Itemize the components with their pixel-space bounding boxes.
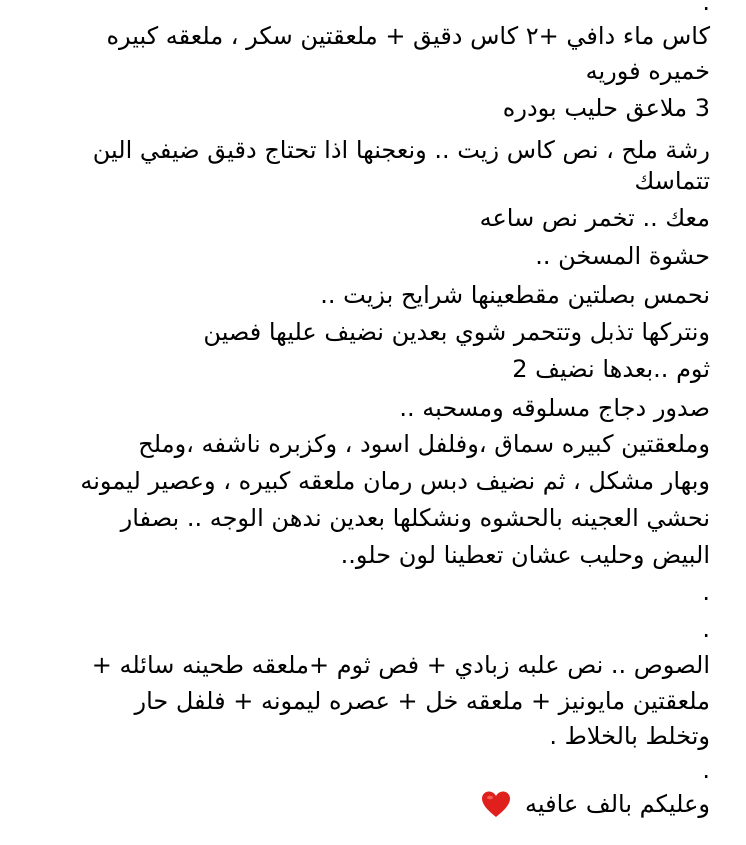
text-line: تتماسك [634,167,710,195]
text-line: . [702,578,710,606]
text-line: معك .. تخمر نص ساعه [479,204,710,232]
text-line: ونتركها تذبل وتتحمر شوي بعدين نضيف عليها فصين [203,318,710,346]
text-line: . [702,0,710,16]
text-line: . [702,756,710,784]
closing-text: وعليكم بالف عافيه [525,790,710,818]
text-line: ملعقتين مايونيز + ملعقه خل + عصره ليمونه + فلفل حار [134,687,710,715]
text-line: وتخلط بالخلاط . [549,722,710,750]
text-line: صدور دجاج مسلوقه ومسحبه .. [399,394,710,422]
text-line: ثوم ..بعدها نضيف 2 [512,355,710,383]
text-line: الصوص .. نص علبه زبادي + فص ثوم +ملعقه طحينه سائله + [91,651,710,679]
text-line: وبهار مشكل ، ثم نضيف دبس رمان ملعقه كبيره ، وعصير ليمونه [80,467,710,495]
heart-icon [481,790,511,820]
text-line: . [702,615,710,643]
closing-line [481,786,710,822]
text-line: نحشي العجينه بالحشوه ونشكلها بعدين ندهن الوجه .. بصفار [120,504,710,532]
text-line: 3 ملاعق حليب بودره [502,94,710,122]
text-line: البيض وحليب عشان تعطينا لون حلو.. [340,541,710,569]
text-line: وملعقتين كبيره سماق ،وفلفل اسود ، وكزبره ناشفه ،وملح [138,430,710,458]
text-line: نحمس بصلتين مقطعينها شرايح بزيت .. [320,281,710,309]
text-line: خميره فوريه [585,57,710,85]
text-line: كاس ماء دافي +٢ كاس دقيق + ملعقتين سكر ، ملعقه كبيره [106,22,710,50]
text-line: حشوة المسخن .. [535,242,710,270]
text-line: رشة ملح ، نص كاس زيت .. ونعجنها اذا تحتاج دقيق ضيفي الين [92,136,710,164]
